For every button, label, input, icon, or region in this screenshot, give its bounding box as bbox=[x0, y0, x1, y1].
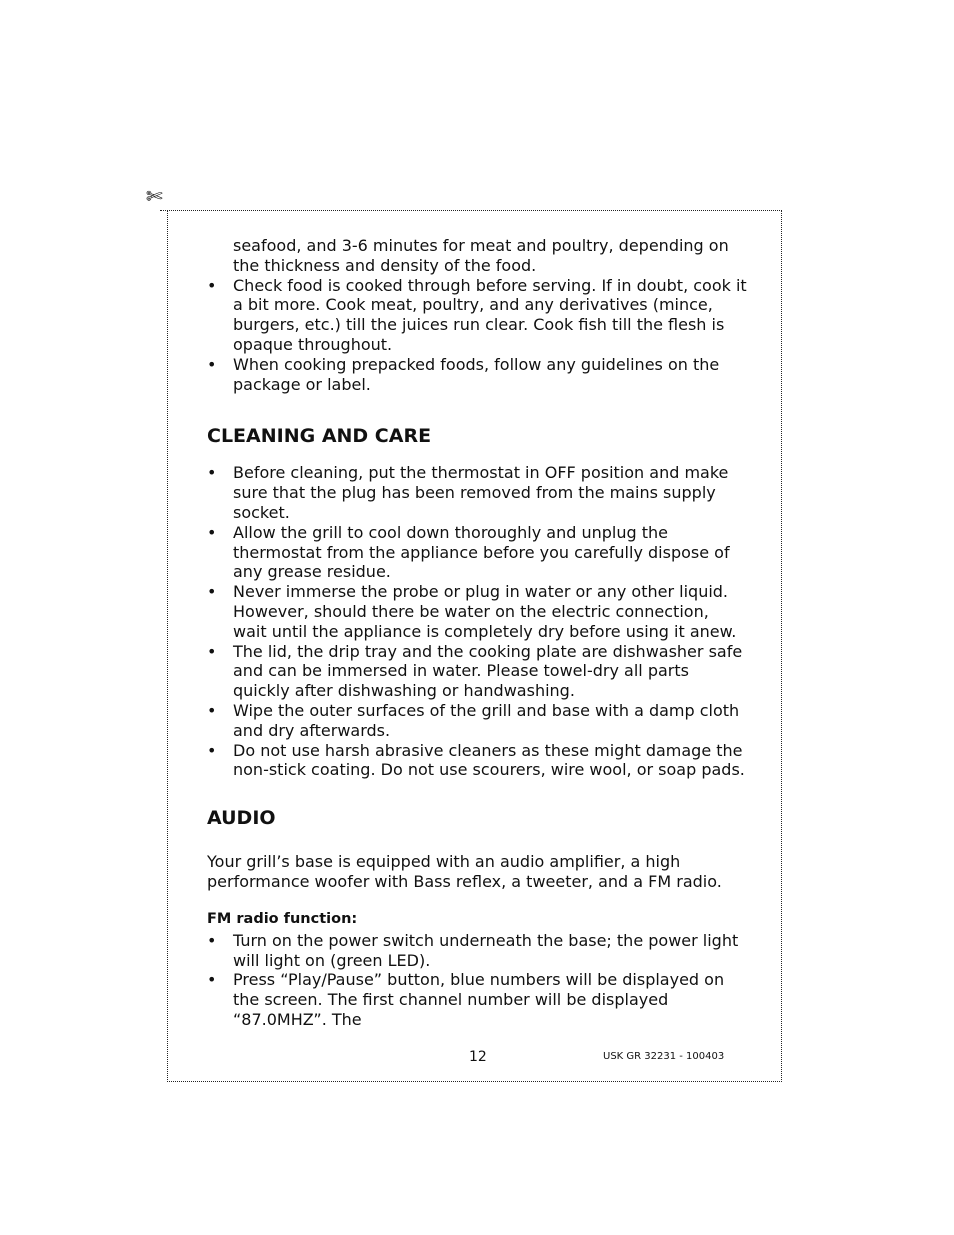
bullet-icon: • bbox=[207, 463, 217, 483]
document-code: USK GR 32231 - 100403 bbox=[603, 1051, 725, 1062]
list-item bbox=[207, 355, 747, 395]
list-item-text: When cooking prepacked foods, follow any guidelines on the package or label. bbox=[233, 354, 720, 394]
cleaning-heading: CLEANING AND CARE bbox=[207, 425, 432, 448]
list-item-text: Wipe the outer surfaces of the grill and base with a damp cloth and dry afterwards. bbox=[233, 700, 740, 740]
list-item-text: Press “Play/Pause” button, blue numbers will be displayed on the screen. The first channel number will be displayed “87.0MHZ”. The bbox=[233, 970, 725, 1029]
list-item-text: Check food is cooked through before serving. If in doubt, cook it a bit more. Cook meat, poultry, and any derivatives (mince, burgers, etc.) till the juices run clear. Cook fish till the flesh is opaque throughout. bbox=[233, 275, 747, 354]
scissors-icon: ✄ bbox=[146, 184, 163, 208]
bullet-icon: • bbox=[207, 275, 217, 295]
audio-heading: AUDIO bbox=[207, 807, 276, 830]
audio-intro: Your grill’s base is equipped with an audio amplifier, a high performance woofer with Bass reflex, a tweeter, and a FM radio. bbox=[207, 852, 722, 891]
list-item-text: Never immerse the probe or plug in water or any other liquid. However, should there be water on the electric connection, wait until the appliance is completely dry before using it anew. bbox=[233, 582, 737, 641]
list-item-text: Do not use harsh abrasive cleaners as these might damage the non-stick coating. Do not use scourers, wire wool, or soap pads. bbox=[233, 740, 745, 780]
list-item bbox=[207, 276, 747, 355]
fm-radio-heading: FM radio function: bbox=[207, 910, 358, 927]
top-bullet-list bbox=[207, 276, 747, 395]
page-number: 12 bbox=[469, 1049, 487, 1065]
list-item-text: Turn on the power switch underneath the base; the power light will light on (green LED). bbox=[233, 930, 739, 970]
bullet-icon: • bbox=[207, 354, 217, 374]
bullet-icon: • bbox=[207, 641, 217, 661]
cleaning-bullet-list bbox=[207, 463, 747, 780]
continued-paragraph: seafood, and 3-6 minutes for meat and poultry, depending on the thickness and density of the food. bbox=[233, 236, 729, 275]
list-item bbox=[207, 463, 747, 522]
list-item bbox=[207, 642, 747, 701]
list-item bbox=[207, 931, 747, 971]
bullet-icon: • bbox=[207, 522, 217, 542]
bullet-icon: • bbox=[207, 970, 217, 990]
bullet-icon: • bbox=[207, 740, 217, 760]
list-item bbox=[207, 582, 747, 641]
list-item bbox=[207, 701, 747, 741]
page-content bbox=[207, 236, 747, 1030]
list-item bbox=[207, 741, 747, 781]
bullet-icon: • bbox=[207, 582, 217, 602]
list-item bbox=[207, 970, 747, 1029]
list-item-text: Allow the grill to cool down thoroughly and unplug the thermostat from the appliance before you carefully dispose of any grease residue. bbox=[233, 522, 730, 582]
list-item-text: Before cleaning, put the thermostat in OFF position and make sure that the plug has been removed from the mains supply socket. bbox=[233, 463, 729, 522]
bullet-icon: • bbox=[207, 930, 217, 950]
list-item bbox=[207, 523, 747, 582]
fm-bullet-list bbox=[207, 931, 747, 1030]
bullet-icon: • bbox=[207, 700, 217, 720]
list-item-text: The lid, the drip tray and the cooking plate are dishwasher safe and can be immersed in water. Please towel-dry all parts quickly after dishwashing or handwashing. bbox=[233, 641, 743, 701]
